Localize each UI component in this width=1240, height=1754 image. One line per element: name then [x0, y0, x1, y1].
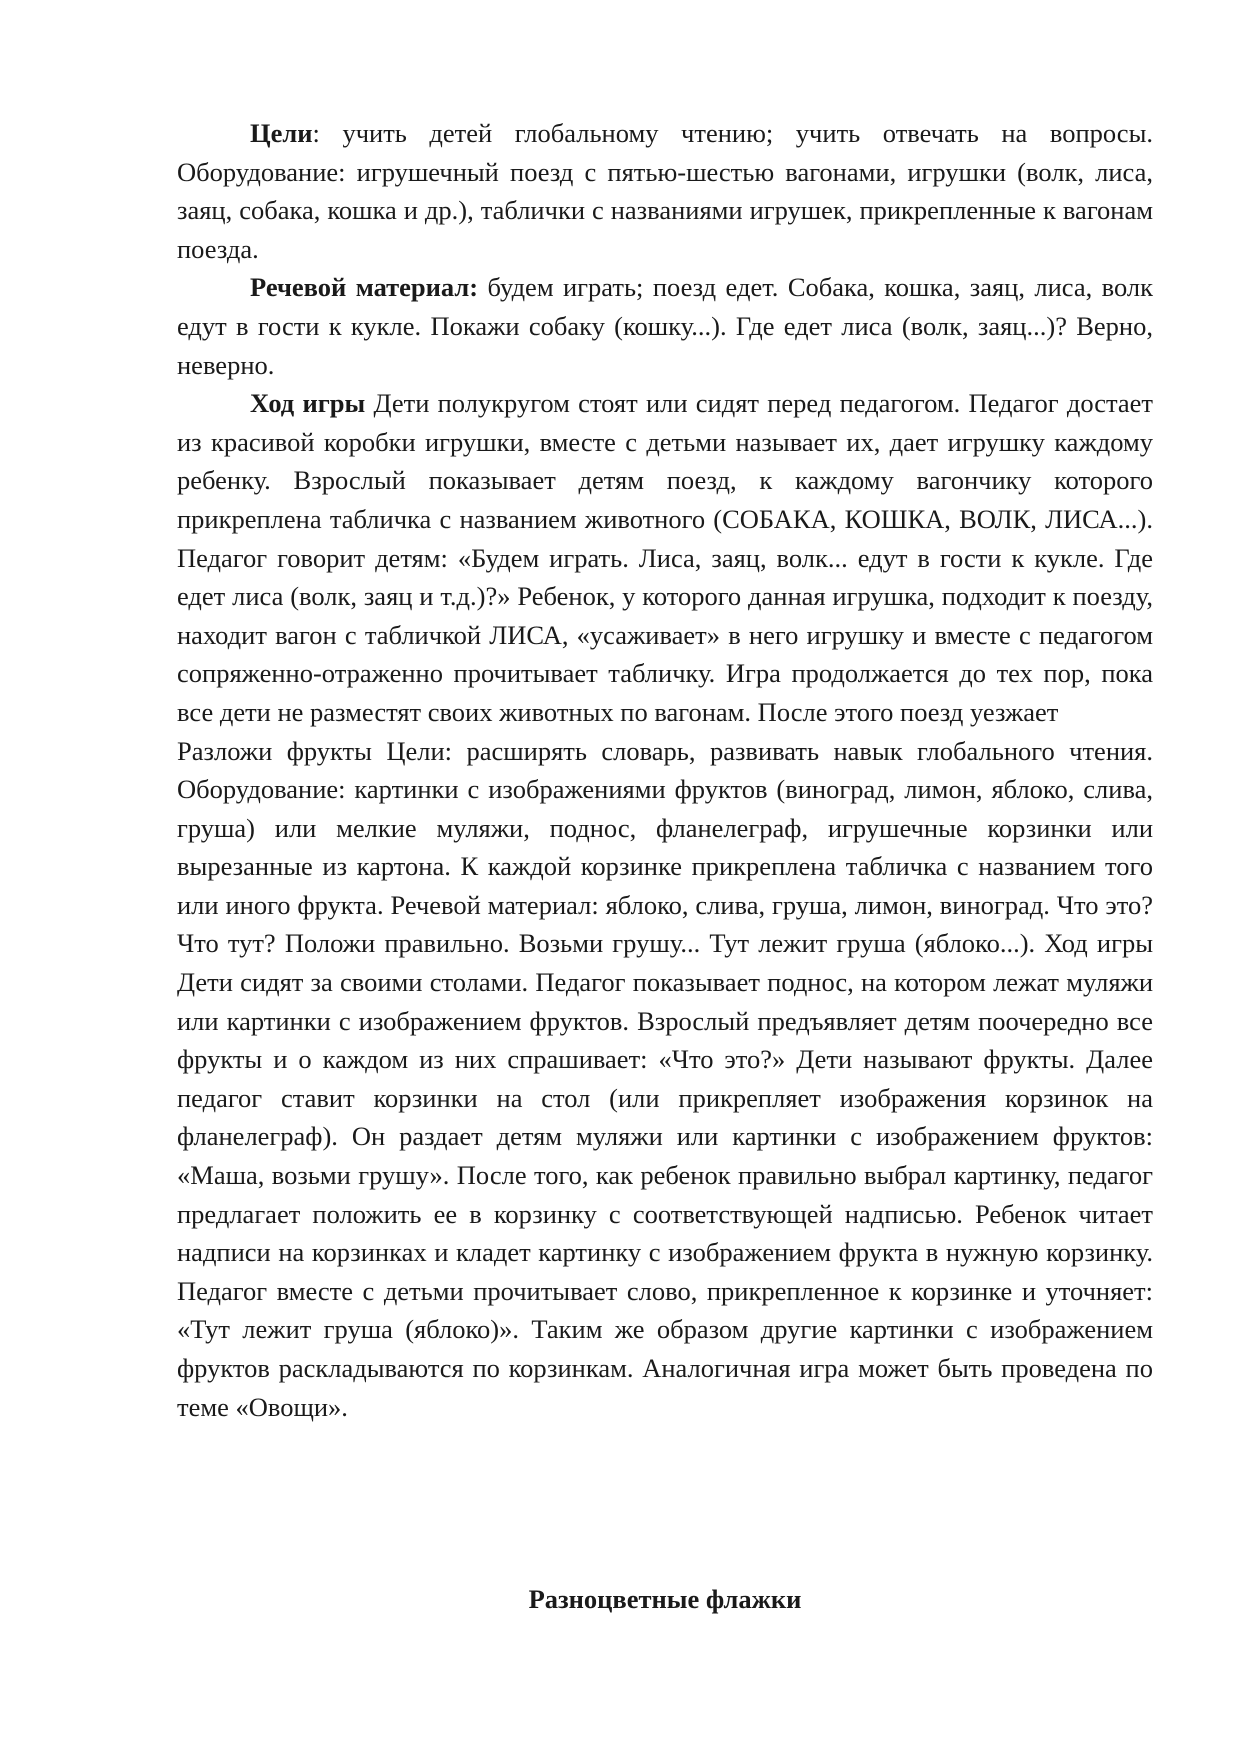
game-procedure-paragraph: [177, 384, 1153, 731]
speech-material-label: Речевой материал:: [250, 272, 479, 303]
goals-text: : учить детей глобальному чтению; учить отвечать на вопросы. Оборудование: игрушечный поезд с пятью-шестью вагонами, игрушки (волк, лиса, заяц, собака, кошка и др.), таблички с названиями игрушек, прикрепленные к вагонам поезда.: [177, 118, 1153, 264]
game-procedure-text: Дети полукругом стоят или сидят перед педагогом. Педагог достает из красивой коробки игрушки, вместе с детьми называет их, дает игрушку каждому ребенку. Взрослый показывает детям поезд, к каждому вагончику которого прикреплена табличка с названием животного (СОБАКА, КОШКА, ВОЛК, ЛИСА...). Педагог говорит детям: «Будем играть. Лиса, заяц, волк... едут в гости к кукле. Где едет лиса (волк, заяц и т.д.)?» Ребенок, у которого данная игрушка, подходит к поезду, находит вагон с табличкой ЛИСА, «усаживает» в него игрушку и вместе с педагогом сопряженно-отраженно прочитывает табличку. Игра продолжается до тех пор, пока все дети не разместят своих животных по вагонам. После этого поезд уезжает: [177, 388, 1153, 727]
document-body: [177, 114, 1153, 1426]
fruits-game-paragraph: Разложи фрукты Цели: расширять словарь, развивать навык глобального чтения. Оборудование: картинки с изображениями фруктов (виноград, лимон, яблоко, слива, груша) или мелкие муляжи, поднос, фланелеграф, игрушечные корзинки или вырезанные из картона. К каждой корзинке прикреплена табличка с названием того или иного фрукта. Речевой материал: яблоко, слива, груша, лимон, виноград. Что это? Что тут? Положи правильно. Возьми грушу... Тут лежит груша (яблоко...). Ход игры Дети сидят за своими столами. Педагог показывает поднос, на котором лежат муляжи или картинки с изображением фруктов. Взрослый предъявляет детям поочередно все фрукты и о каждом из них спрашивает: «Что это?» Дети называют фрукты. Далее педагог ставит корзинки на стол (или прикрепляет изображения корзинок на фланелеграф). Он раздает детям муляжи или картинки с изображением фруктов: «Маша, возьми грушу». После того, как ребенок правильно выбрал картинку, педагог предлагает положить ее в корзинку с соответствующей надписью. Ребенок читает надписи на корзинках и кладет картинку с изображением фрукта в нужную корзинку. Педагог вместе с детьми прочитывает слово, прикрепленное к корзинке и уточняет: «Тут лежит груша (яблоко)». Таким же образом другие картинки с изображением фруктов раскладываются по корзинкам. Аналогичная игра может быть проведена по теме «Овощи».: [177, 735, 1153, 1422]
goals-paragraph: [177, 114, 1153, 268]
game-procedure-label: Ход игры: [250, 388, 366, 419]
speech-material-text: будем играть; поезд едет. Собака, кошка, заяц, лиса, волк едут в гости к кукле. Покажи собаку (кошку...). Где едет лиса (волк, заяц...)? Верно, неверно.: [177, 272, 1153, 380]
speech-material-paragraph: [177, 268, 1153, 384]
section-heading: Разноцветные флажки: [528, 1584, 802, 1614]
goals-label: Цели: [250, 118, 313, 148]
